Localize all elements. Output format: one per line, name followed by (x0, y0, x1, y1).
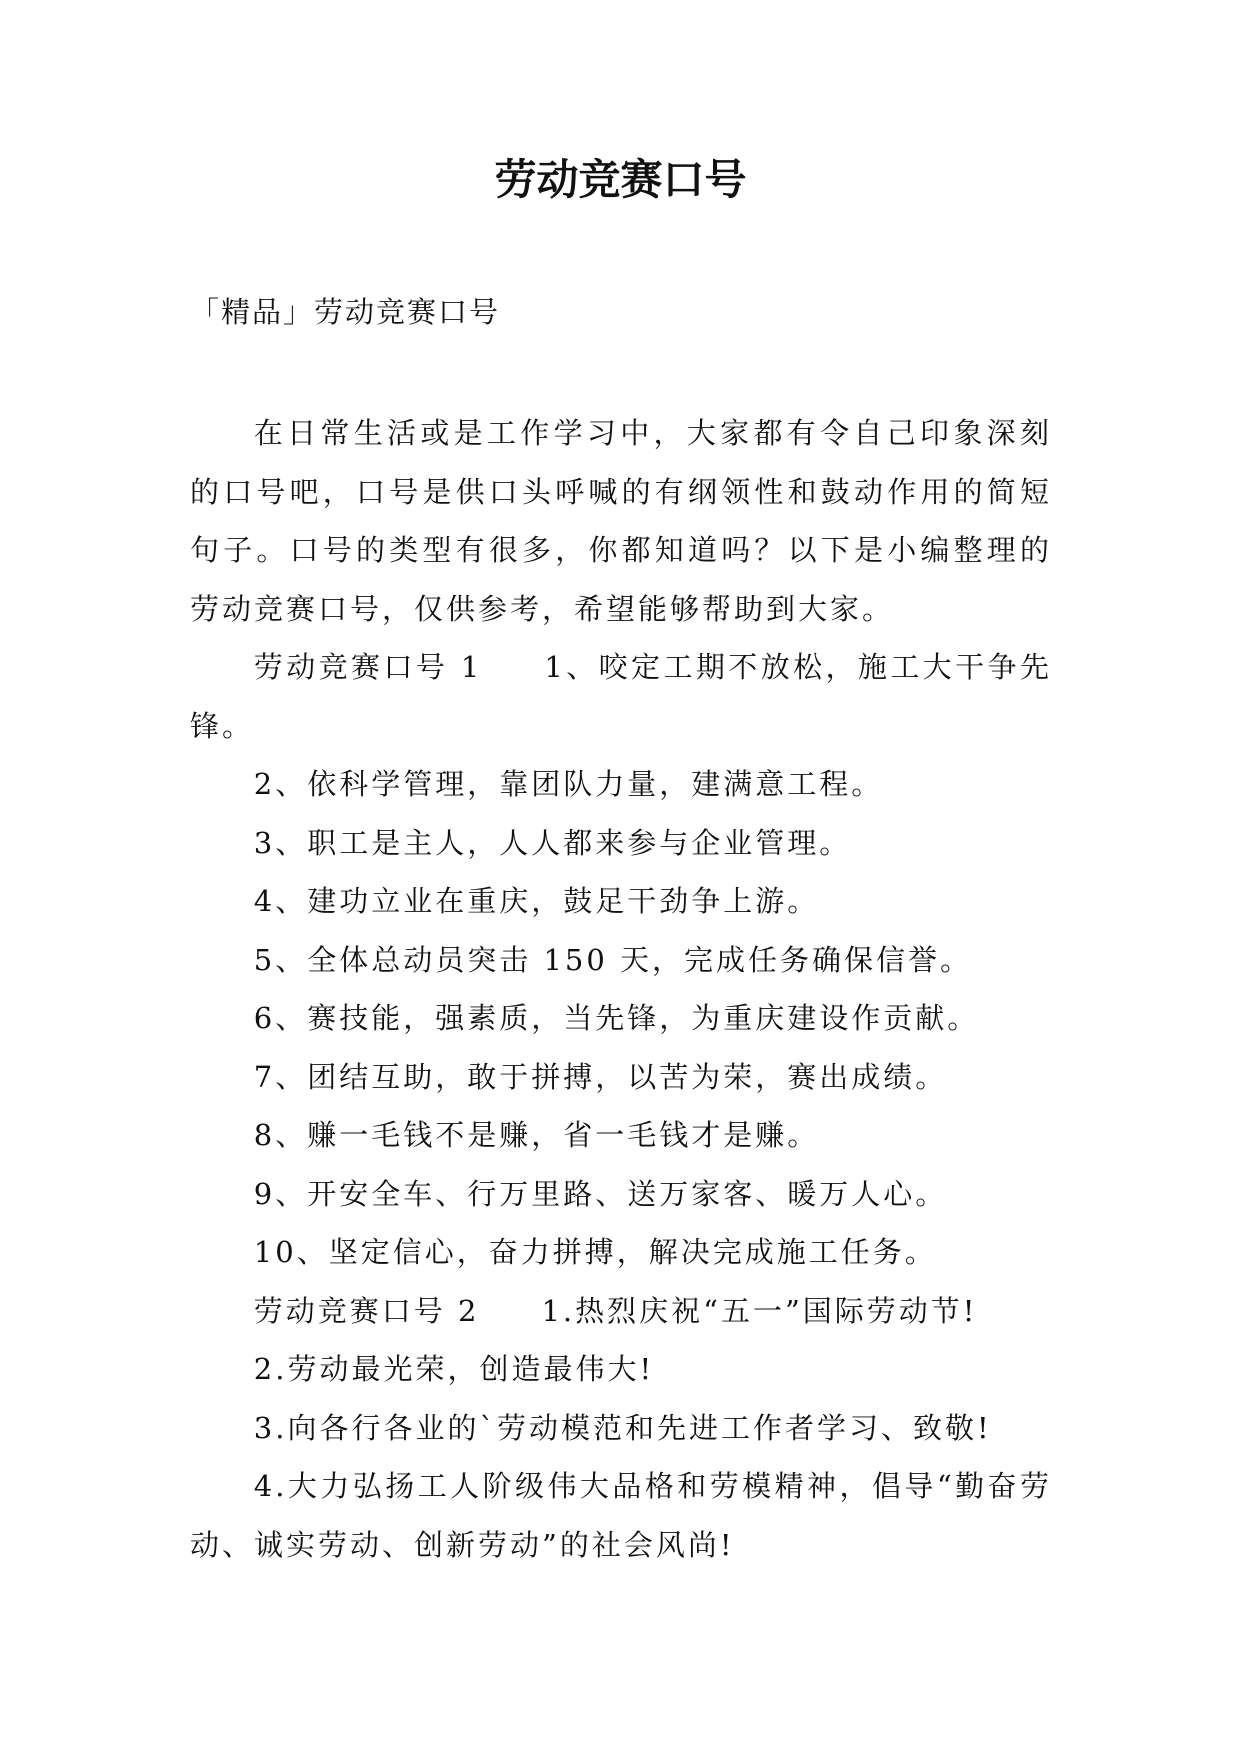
list-item: 6、赛技能，强素质，当先锋，为重庆建设作贡献。 (253, 1001, 980, 1035)
intro-paragraph: 在日常生活或是工作学习中，大家都有令自己印象深刻的口号吧，口号是供口头呼喊的有纲领性和鼓动作用的简短句子。口号的类型有很多，你都知道吗？以下是小编整理的劳动竞赛口号，仅供参考，希望能够帮助到大家。 (190, 416, 1052, 626)
list-item: 7、团结互助，敢于拼搏，以苦为荣，赛出成绩。 (253, 1059, 948, 1094)
section-1-first-line (190, 638, 1052, 755)
list-item: 10、坚定信心，奋力拼搏，解决完成施工任务。 (253, 1235, 937, 1269)
list-item: 5、全体总动员突击 150 天，完成任务确保信誉。 (253, 942, 973, 977)
list-item: 2、依科学管理，靠团队力量，建满意工程。 (253, 767, 884, 801)
document-body (190, 404, 1052, 1574)
section-2-first-line (190, 1282, 1052, 1341)
list-item: 4、建功立业在重庆，鼓足干劲争上游。 (253, 884, 820, 918)
list-item: 9、开安全车、行万里路、送万家客、暖万人心。 (253, 1176, 948, 1211)
list-item: 8、赚一毛钱不是赚，省一毛钱才是赚。 (253, 1118, 820, 1152)
list-item: 2.劳动最光荣，创造最伟大! (253, 1352, 655, 1386)
section-1-heading: 劳动竞赛口号 1 (253, 650, 483, 684)
list-item: 3.向各行各业的`劳动模范和先进工作者学习、致敬! (253, 1410, 992, 1445)
section-2-heading: 劳动竞赛口号 2 (253, 1293, 480, 1328)
list-item: 4.大力弘扬工人阶级伟大品格和劳模精神，倡导“勤奋劳动、诚实劳动、创新劳动”的社会风尚! (190, 1469, 1052, 1562)
section-1-item-1: 1、咬定工期不放松，施工大干争先锋。 (190, 650, 1053, 743)
page-title: 劳动竞赛口号 (494, 155, 747, 204)
section-2-item-1: 1.热烈庆祝“五一”国际劳动节! (541, 1293, 978, 1328)
document-subtitle: 「精品」劳动竞赛口号 (190, 295, 501, 329)
list-item: 3、职工是主人，人人都来参与企业管理。 (253, 825, 852, 860)
